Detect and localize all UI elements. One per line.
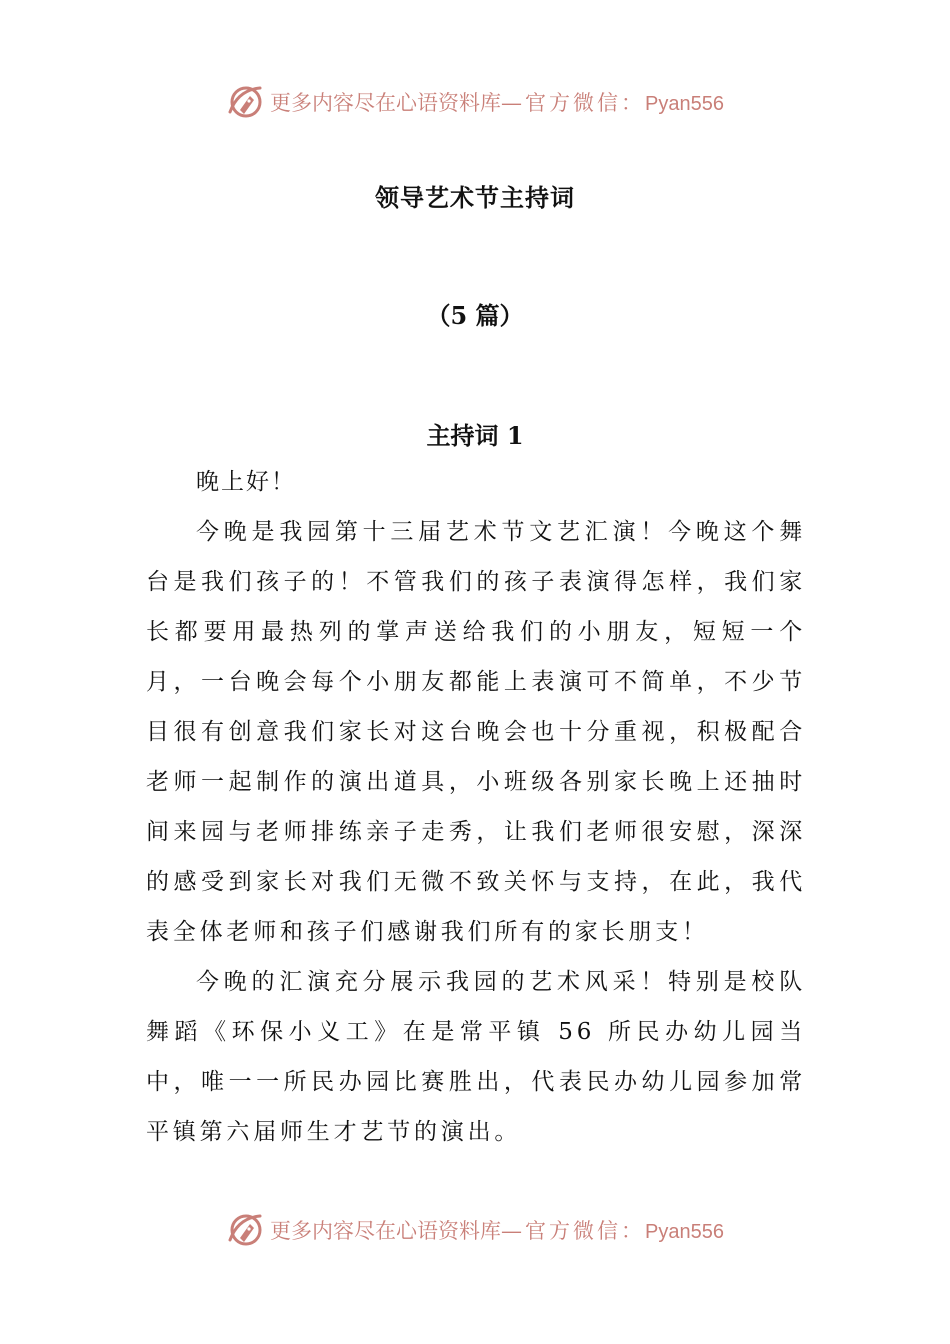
watermark-official-text: —官方微信： <box>501 1219 646 1243</box>
watermark-wechat-id: Pyan556 <box>645 1221 724 1243</box>
paragraph: 今晚的汇演充分展示我园的艺术风采！特别是校队舞蹈《环保小义工》在是常平镇 56 所民办幼儿园当中，唯一一所民办园比赛胜出，代表民办幼儿园参加常平镇第六届师生才艺节的演出。 <box>146 969 806 1145</box>
watermark-site-text: 更多内容尽在心语资料库 <box>270 91 502 115</box>
pen-nib-circle-icon <box>226 82 266 122</box>
watermark-official-text: —官方微信： <box>501 91 646 115</box>
paragraph-greeting: 晚上好！ <box>196 469 296 495</box>
watermark-site-text: 更多内容尽在心语资料库 <box>270 1219 502 1243</box>
header-watermark <box>0 80 950 124</box>
footer-watermark <box>0 1208 950 1252</box>
paragraph: 今晚是我园第十三届艺术节文艺汇演！今晚这个舞台是我们孩子的！不管我们的孩子表演得怎样，我们家长都要用最热列的掌声送给我们的小朋友，短短一个月，一台晚会每个小朋友都能上表演可不简单，不少节目很有创意我们家长对这台晚会也十分重视，积极配合老师一起制作的演出道具，小班级各别家长晚上还抽时间来园与老师排练亲子走秀，让我们老师很安慰，深深的感受到家长对我们无微不致关怀与支持，在此，我代表全体老师和孩子们感谢我们所有的家长朋支！ <box>146 519 806 945</box>
pen-nib-circle-icon <box>226 1210 266 1250</box>
document-subtitle: （5 篇） <box>426 301 524 330</box>
section-heading: 主持词 1 <box>426 421 524 450</box>
document-title: 领导艺术节主持词 <box>375 183 575 212</box>
watermark-wechat-id: Pyan556 <box>645 93 724 115</box>
document-body <box>146 457 806 1157</box>
